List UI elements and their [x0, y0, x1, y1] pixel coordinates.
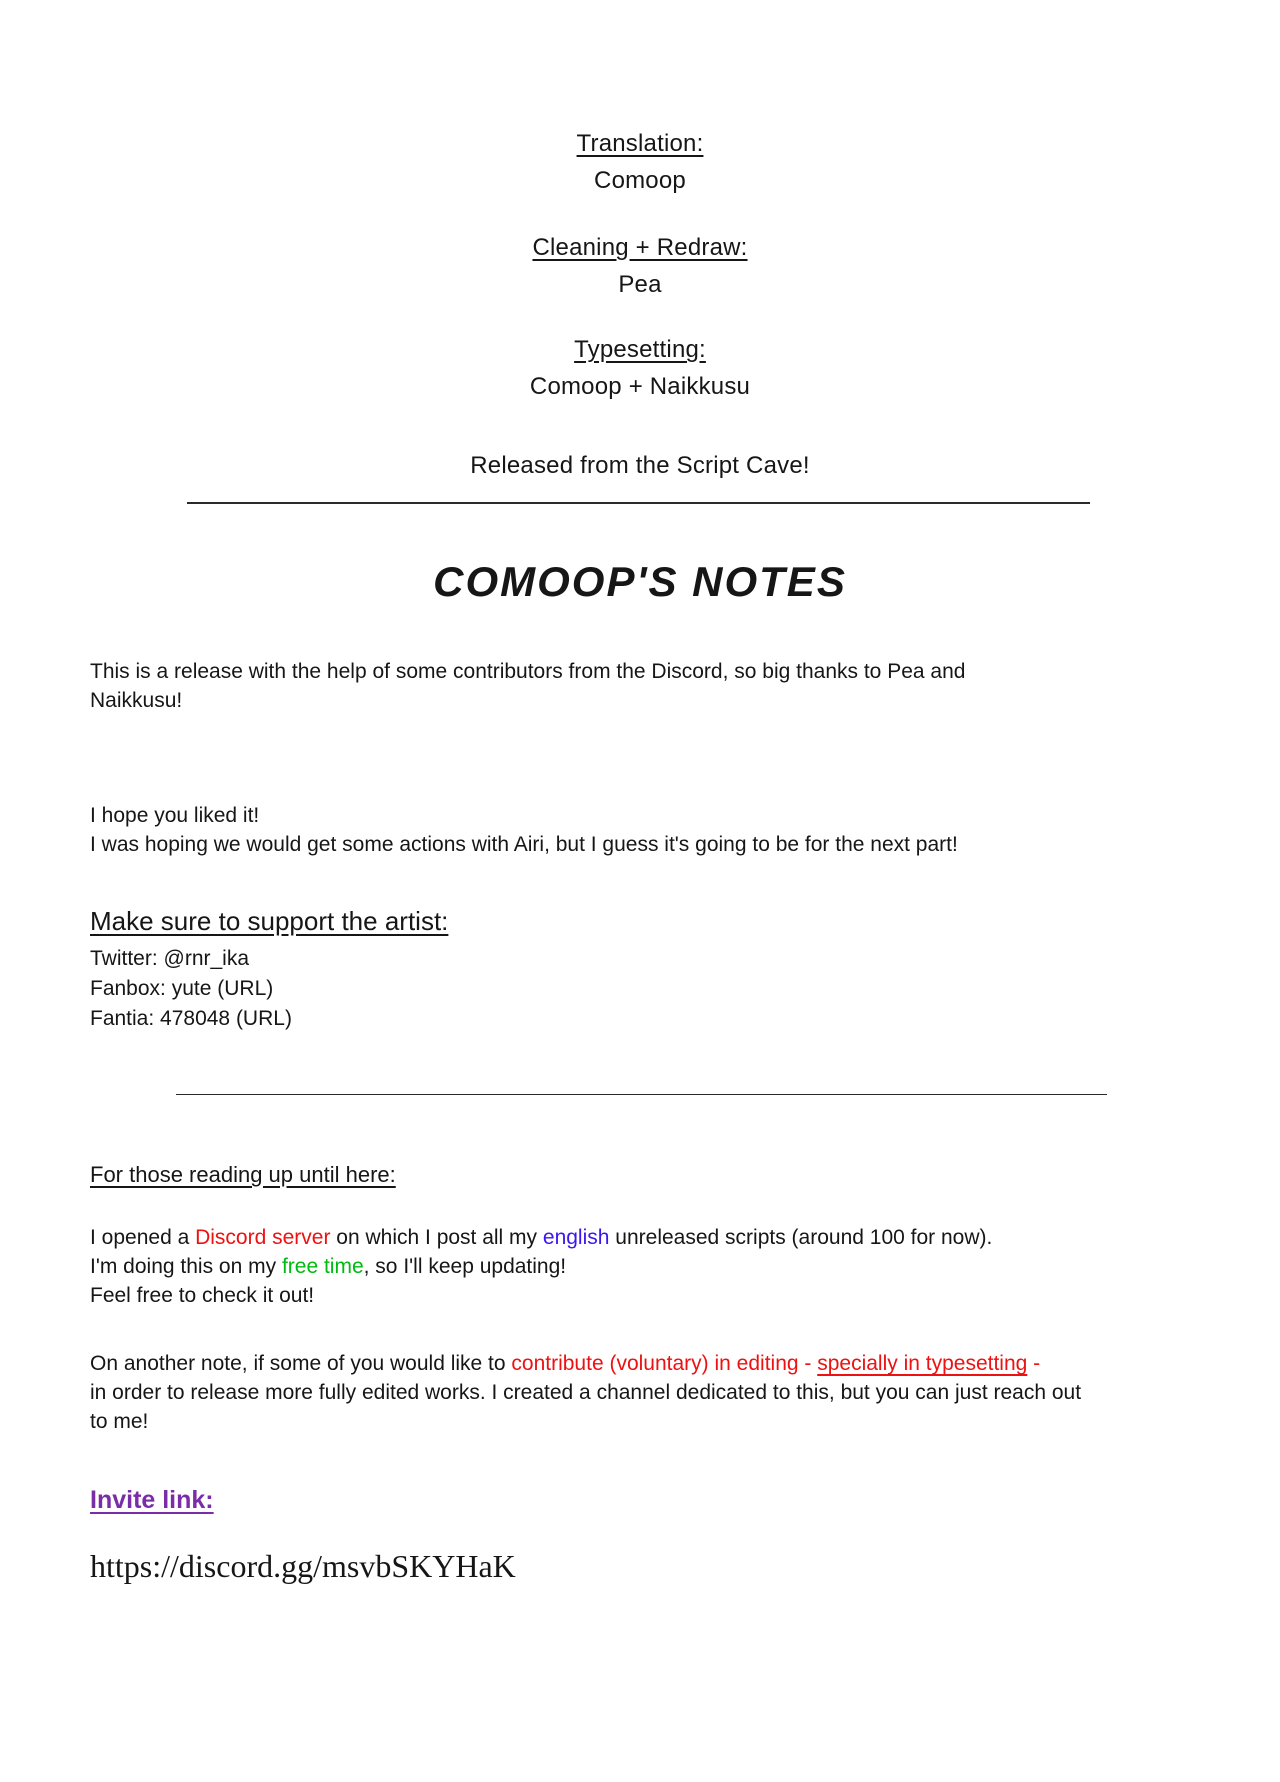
notes-title: COMOOP'S NOTES [433, 558, 847, 605]
credit-label-translation: Translation: [576, 130, 704, 157]
support-artist-heading: Make sure to support the artist: [90, 906, 449, 936]
credit-label-typesetting: Typesetting: [574, 336, 706, 363]
contribute-para-line: in order to release more fully edited works. I created a channel dedicated to this, but you can just reach out [90, 1381, 1082, 1404]
credit-label-cleaning-redraw: Cleaning + Redraw: [532, 234, 748, 261]
credit-value-cleaning-redraw: Pea [618, 271, 662, 298]
contribute-para-line: On another note, if some of you would like to contribute (voluntary) in editing - specially in typesetting - [90, 1352, 1041, 1375]
hope-line: I was hoping we would get some actions with Airi, but I guess it's going to be for the next part! [90, 833, 958, 856]
discord-para-line: I opened a Discord server on which I post all my english unreleased scripts (around 100 for now). [90, 1226, 993, 1249]
support-fantia-line: Fantia: 478048 (URL) [90, 1007, 292, 1030]
released-line: Released from the Script Cave! [470, 452, 810, 479]
hope-line: I hope you liked it! [90, 804, 260, 827]
reading-heading: For those reading up until here: [90, 1162, 396, 1187]
intro-line: This is a release with the help of some contributors from the Discord, so big thanks to Pea and [90, 660, 966, 683]
support-fanbox-line: Fanbox: yute (URL) [90, 977, 274, 1000]
intro-line: Naikkusu! [90, 689, 183, 712]
divider-top [187, 502, 1090, 504]
discord-invite-url: https://discord.gg/msvbSKYHaK [90, 1548, 516, 1584]
credit-value-typesetting: Comoop + Naikkusu [529, 373, 751, 400]
invite-link-heading: Invite link: [90, 1486, 214, 1514]
discord-para-line: Feel free to check it out! [90, 1284, 315, 1307]
discord-para-line: I'm doing this on my free time, so I'll keep updating! [90, 1255, 567, 1278]
support-twitter-line: Twitter: @rnr_ika [90, 947, 250, 970]
credit-value-translation: Comoop [594, 167, 686, 194]
divider-bottom [176, 1094, 1107, 1095]
contribute-para-line: to me! [90, 1410, 149, 1433]
